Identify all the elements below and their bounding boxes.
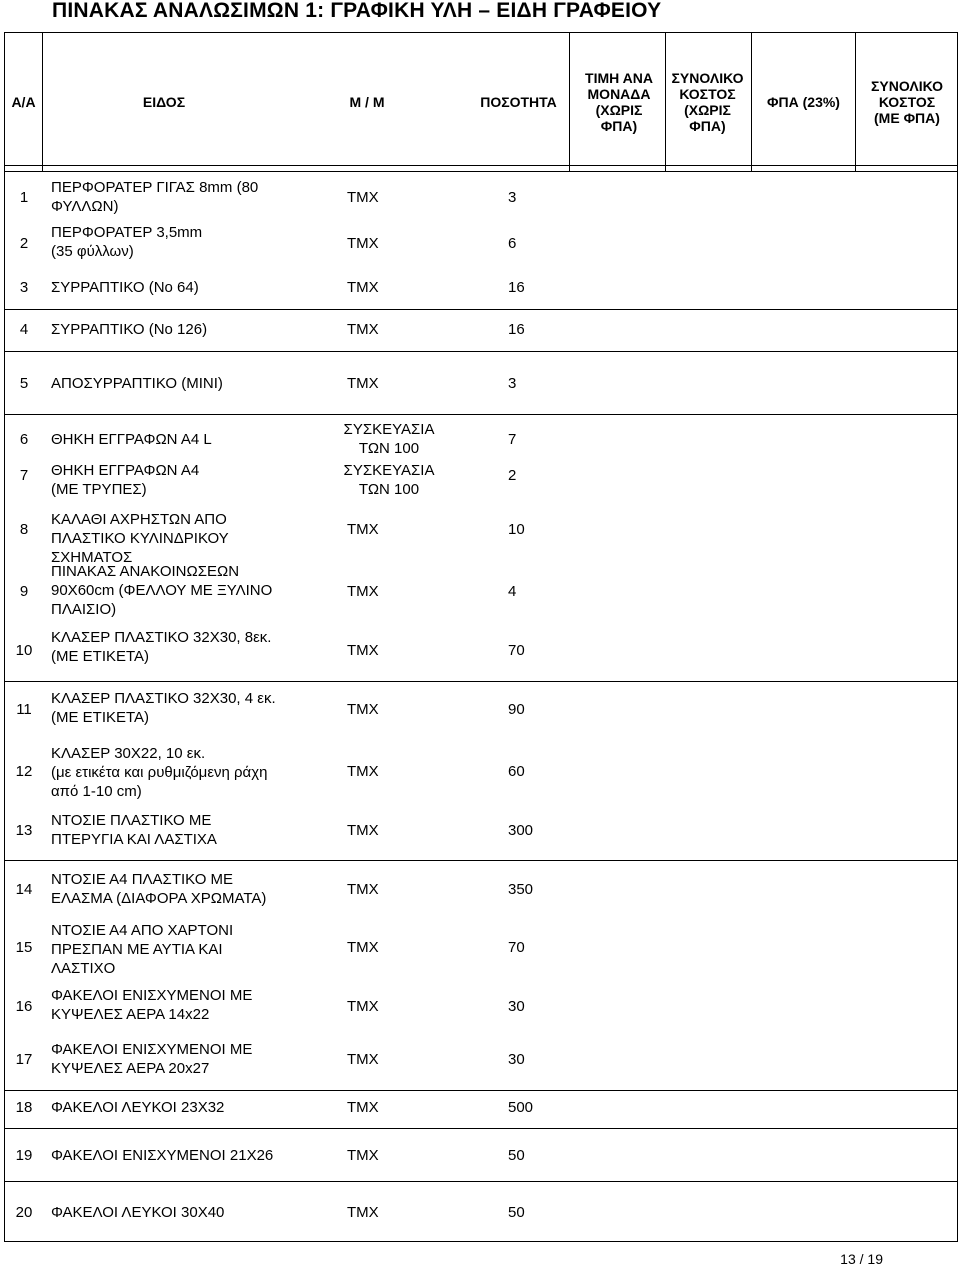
column-header-no: Α/Α (11, 94, 36, 110)
row-number: 1 (19, 188, 29, 206)
row-item: ΚΑΛΑΘΙ ΑΧΡΗΣΤΩΝ ΑΠΟ ΠΛΑΣΤΙΚΟ ΚΥΛΙΝΔΡΙΚΟΥ ΣΧΗΜΑΤΟΣ (51, 510, 229, 566)
row-item: ΦΑΚΕΛΟΙ ΕΝΙΣΧΥΜΕΝΟΙ ΜΕ ΚΥΨΕΛΕΣ ΑΕΡΑ 20x27 (51, 1041, 253, 1077)
row-group-divider (5, 1128, 957, 1129)
row-unit: ΤΜΧ (347, 1203, 379, 1221)
row-unit: ΤΜΧ (347, 1146, 379, 1164)
row-quantity: 16 (508, 278, 525, 296)
row-item: ΑΠΟΣΥΡΡΑΠΤΙΚΟ (MINI) (51, 374, 223, 392)
row-quantity: 300 (508, 821, 534, 839)
row-quantity: 30 (508, 1050, 525, 1068)
row-quantity: 50 (508, 1146, 525, 1164)
row-group-divider (5, 860, 957, 861)
row-unit: ΤΜΧ (347, 641, 379, 659)
row-item: ΠΙΝΑΚΑΣ ΑΝΑΚΟΙΝΩΣΕΩΝ 90Χ60cm (ΦΕΛΛΟΥ ΜΕ ΞΥΛΙΝΟ ΠΛΑΙΣΙΟ) (51, 562, 273, 618)
row-item: ΝΤΟΣΙΕ Α4 ΠΛΑΣΤΙΚΟ ΜΕ ΕΛΑΣΜΑ (ΔΙΑΦΟΡΑ ΧΡΩΜΑΤΑ) (51, 871, 267, 907)
row-unit: ΣΥΣΚΕΥΑΣΙΑ ΤΩΝ 100 (343, 462, 435, 498)
header-divider (5, 171, 957, 172)
row-group-divider (5, 681, 957, 682)
row-unit: ΤΜΧ (347, 938, 379, 956)
row-unit: ΤΜΧ (347, 880, 379, 898)
row-quantity: 90 (508, 700, 525, 718)
row-item: ΚΛΑΣΕΡ ΠΛΑΣΤΙΚΟ 32Χ30, 4 εκ. (ΜΕ ΕΤΙΚΕΤΑ) (51, 690, 276, 726)
row-number: 8 (19, 520, 29, 538)
row-item: ΘΗΚΗ ΕΓΓΡΑΦΩΝ Α4 L (51, 430, 212, 448)
page-title: ΠΙΝΑΚΑΣ ΑΝΑΛΩΣΙΜΩΝ 1: ΓΡΑΦΙΚΗ ΥΛΗ – ΕΙΔΗ ΓΡΑΦΕΙΟΥ (52, 0, 662, 22)
row-item: ΝΤΟΣΙΕ Α4 ΑΠΟ ΧΑΡΤΟΝΙ ΠΡΕΣΠΑΝ ΜΕ ΑΥΤΙΑ ΚΑΙ ΛΑΣΤΙΧΟ (51, 921, 234, 977)
row-group-divider (5, 1090, 957, 1091)
column-header-total-no-vat: ΣΥΝΟΛΙΚΟ ΚΟΣΤΟΣ (ΧΩΡΙΣ ΦΠΑ) (671, 70, 744, 134)
row-number: 2 (19, 234, 29, 252)
column-header-item: ΕΙΔΟΣ (142, 94, 186, 110)
row-quantity: 3 (508, 374, 517, 392)
consumables-table (4, 32, 958, 1242)
row-unit: ΤΜΧ (347, 762, 379, 780)
row-quantity: 2 (508, 466, 517, 484)
row-group-divider (5, 165, 957, 166)
column-header-vat: ΦΠΑ (23%) (767, 94, 840, 110)
column-header-quantity: ΠΟΣΟΤΗΤΑ (480, 94, 557, 110)
row-number: 16 (15, 997, 33, 1015)
row-number: 14 (15, 880, 33, 898)
column-divider (569, 33, 570, 171)
row-item: ΦΑΚΕΛΟΙ ΕΝΙΣΧΥΜΕΝΟΙ ΜΕ ΚΥΨΕΛΕΣ ΑΕΡΑ 14x22 (51, 987, 253, 1023)
row-number: 7 (19, 466, 29, 484)
row-item: ΣΥΡΡΑΠΤΙΚΟ (Νο 126) (51, 320, 208, 338)
row-number: 10 (15, 641, 33, 659)
row-unit: ΤΜΧ (347, 234, 379, 252)
row-quantity: 6 (508, 234, 517, 252)
row-quantity: 16 (508, 320, 525, 338)
row-number: 12 (15, 762, 33, 780)
row-unit: ΤΜΧ (347, 997, 379, 1015)
column-divider (855, 33, 856, 171)
row-unit: ΤΜΧ (347, 278, 379, 296)
row-item: ΚΛΑΣΕΡ 30Χ22, 10 εκ. (με ετικέτα και ρυθμιζόμενη ράχη από 1-10 cm) (51, 744, 268, 800)
row-unit: ΤΜΧ (347, 188, 379, 206)
column-divider (42, 33, 43, 171)
row-item: ΦΑΚΕΛΟΙ ΛΕΥΚΟΙ 30Χ40 (51, 1203, 225, 1221)
row-unit: ΤΜΧ (347, 700, 379, 718)
row-quantity: 3 (508, 188, 517, 206)
row-item: ΣΥΡΡΑΠΤΙΚΟ (Νο 64) (51, 278, 199, 296)
column-divider (751, 33, 752, 171)
row-group-divider (5, 309, 957, 310)
row-number: 11 (16, 700, 32, 718)
row-number: 3 (19, 278, 29, 296)
row-unit: ΤΜΧ (347, 320, 379, 338)
row-item: ΝΤΟΣΙΕ ΠΛΑΣΤΙΚΟ ΜΕ ΠΤΕΡΥΓΙΑ ΚΑΙ ΛΑΣΤΙΧΑ (51, 812, 217, 848)
row-item: ΠΕΡΦΟΡΑΤΕΡ 3,5mm (35 φύλλων) (51, 224, 203, 260)
row-number: 4 (19, 320, 29, 338)
row-item: ΦΑΚΕΛΟΙ ΛΕΥΚΟΙ 23Χ32 (51, 1098, 225, 1116)
row-quantity: 70 (508, 938, 525, 956)
row-number: 15 (15, 938, 33, 956)
row-unit: ΤΜΧ (347, 1050, 379, 1068)
column-header-unit: Μ / Μ (349, 94, 385, 110)
row-quantity: 60 (508, 762, 525, 780)
row-quantity: 30 (508, 997, 525, 1015)
column-header-total-with-vat: ΣΥΝΟΛΙΚΟ ΚΟΣΤΟΣ (ΜΕ ΦΠΑ) (871, 78, 943, 126)
row-number: 17 (15, 1050, 33, 1068)
row-quantity: 10 (508, 520, 525, 538)
row-unit: ΤΜΧ (347, 582, 379, 600)
row-item: ΦΑΚΕΛΟΙ ΕΝΙΣΧΥΜΕΝΟΙ 21Χ26 (51, 1146, 274, 1164)
row-quantity: 70 (508, 641, 525, 659)
row-number: 5 (19, 374, 29, 392)
row-number: 19 (15, 1146, 33, 1164)
row-unit: ΤΜΧ (347, 374, 379, 392)
column-header-unit-price: ΤΙΜΗ ΑΝΑ ΜΟΝΑΔΑ (ΧΩΡΙΣ ΦΠΑ) (585, 70, 653, 134)
page-number: 13 / 19 (840, 1251, 883, 1267)
row-quantity: 500 (508, 1098, 534, 1116)
row-number: 18 (15, 1098, 33, 1116)
row-quantity: 350 (508, 880, 534, 898)
row-group-divider (5, 351, 957, 352)
row-unit: ΤΜΧ (347, 1098, 379, 1116)
row-number: 6 (19, 430, 29, 448)
row-number: 13 (15, 821, 33, 839)
row-number: 9 (19, 582, 29, 600)
row-group-divider (5, 414, 957, 415)
row-unit: ΤΜΧ (347, 821, 379, 839)
row-item: ΚΛΑΣΕΡ ΠΛΑΣΤΙΚΟ 32Χ30, 8εκ. (ΜΕ ΕΤΙΚΕΤΑ) (51, 629, 272, 665)
column-divider (665, 33, 666, 171)
row-quantity: 4 (508, 582, 517, 600)
row-group-divider (5, 1181, 957, 1182)
row-item: ΘΗΚΗ ΕΓΓΡΑΦΩΝ Α4 (ΜΕ ΤΡΥΠΕΣ) (51, 462, 200, 498)
row-quantity: 7 (508, 430, 517, 448)
row-unit: ΣΥΣΚΕΥΑΣΙΑ ΤΩΝ 100 (343, 421, 435, 457)
row-item: ΠΕΡΦΟΡΑΤΕΡ ΓΙΓΑΣ 8mm (80 ΦΥΛΛΩΝ) (51, 179, 259, 215)
row-unit: ΤΜΧ (347, 520, 379, 538)
row-quantity: 50 (508, 1203, 525, 1221)
row-number: 20 (15, 1203, 33, 1221)
